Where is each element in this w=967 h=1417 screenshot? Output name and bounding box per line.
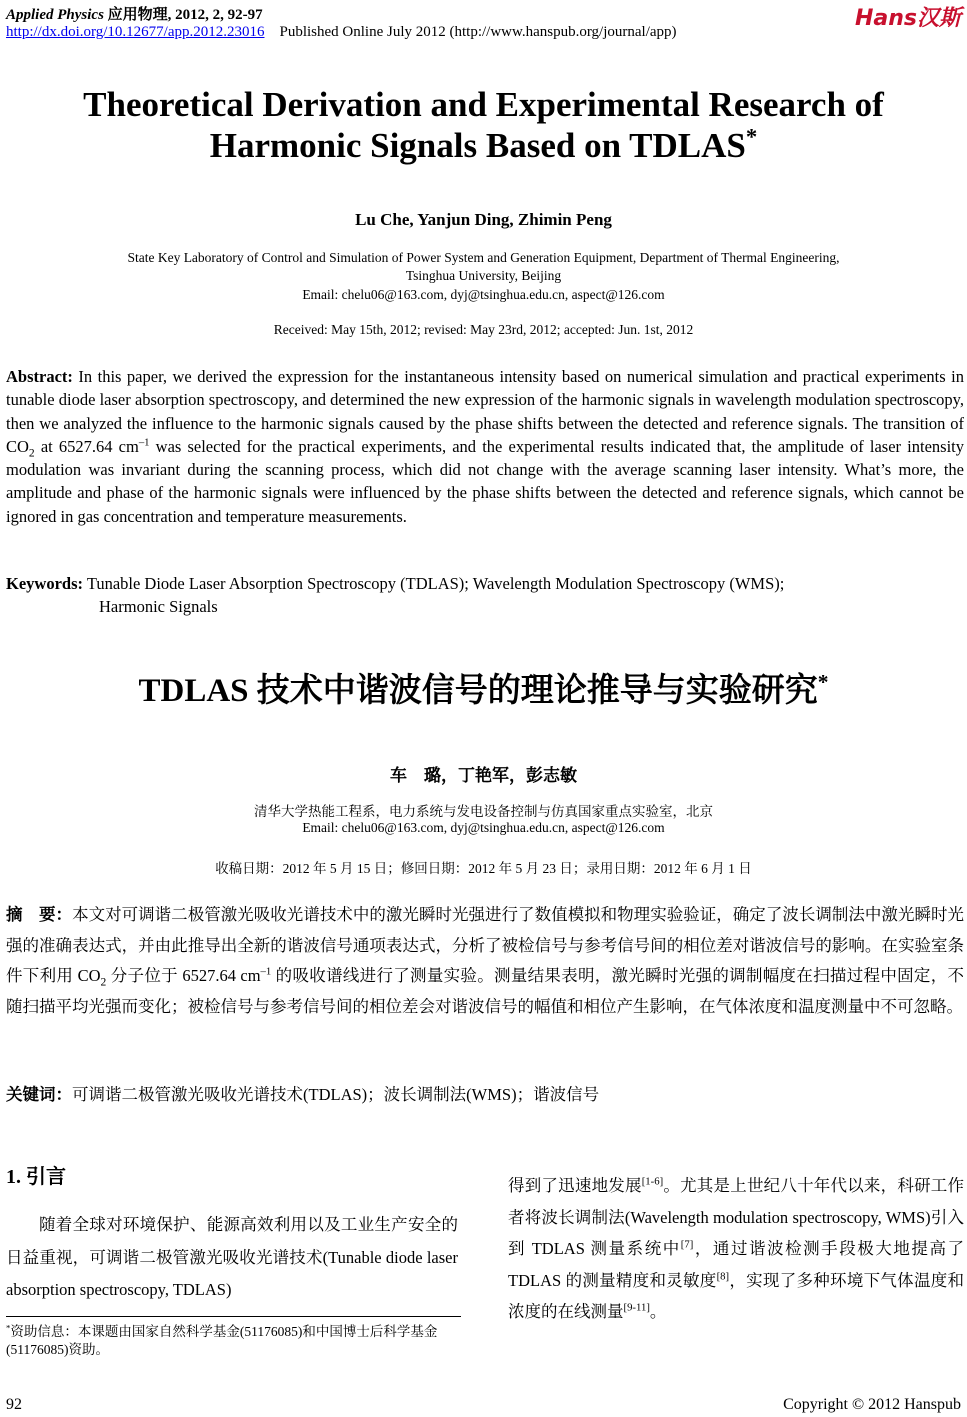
chinese-abstract-label: 摘 要：	[6, 905, 73, 924]
english-received-dates: Received: May 15th, 2012; revised: May 23rd, 2012; accepted: Jun. 1st, 2012	[273, 322, 694, 337]
chinese-received-dates: 收稿日期：2012 年 5 月 15 日；修回日期：2012 年 5 月 23 日；录用日期：2012 年 6 月 1 日	[215, 861, 752, 876]
chinese-abstract-subscript: 2	[100, 976, 107, 989]
chinese-keywords	[6, 1080, 964, 1111]
english-email: Email: chelu06@163.com, dyj@tsinghua.edu.cn, aspect@126.com	[302, 287, 665, 302]
journal-zh-info: 应用物理, 2012, 2, 92-97	[107, 7, 263, 23]
intro-right-column	[508, 1170, 964, 1328]
hans-logo: Hans汉斯	[854, 6, 961, 31]
chinese-abstract-text-1: 本文对可调谐二极管激光吸收光谱技术中的激光瞬时光强进行了数值模拟和物理实验验证，确定了波长调制法中激光瞬时光强的准确表达式，并由此推导出全新的谐波信号通项表达式，分析了被检信号与参考信号间的相位差对谐波信号的影响。在实验室条件下利用 CO	[6, 905, 965, 985]
chinese-title-mark: *	[817, 670, 829, 694]
abstract-text-1: In this paper, we derived the expression for the instantaneous intensity based on numerical simulation and practical experiments in tunable diode laser absorption spectroscopy, and determined the new expression of the harmonic signals in wavelength modulation spectroscopy, then we analyzed the influence to the harmonic signals caused by the phase shifts between the detected and reference signals. The transition of CO	[6, 367, 964, 456]
english-authors: Lu Che, Yanjun Ding, Zhimin Peng	[355, 210, 612, 229]
footnote-divider	[6, 1316, 461, 1317]
title-line-2-text: Harmonic Signals Based on TDLAS	[209, 126, 746, 165]
abstract-text-3: was selected for the practical experiments, and the experimental results indicated that, the amplitude of laser intensity modulation was invariant during the scanning process, which did not change with the average scanning laser intensity. What’s more, the amplitude and phase of the harmonic signals were influenced by the phase shifts between the detected and reference signals, which cannot be ignored in gas concentration and temperature measurements.	[6, 436, 964, 526]
footnote-text: 资助信息：本课题由国家自然科学基金(51176085)和中国博士后科学基金(51176085)资助。	[6, 1324, 438, 1357]
chinese-abstract-superscript: –1	[260, 965, 272, 978]
copyright-notice: Copyright © 2012 Hanspub	[783, 1396, 961, 1413]
footnote-mark: *	[6, 1322, 11, 1333]
chinese-affiliation: 清华大学热能工程系，电力系统与发电设备控制与仿真国家重点实验室，北京	[254, 804, 713, 819]
journal-citation	[6, 3, 263, 24]
abstract-superscript: –1	[138, 436, 150, 449]
title-line-2	[0, 125, 967, 166]
chinese-email: Email: chelu06@163.com, dyj@tsinghua.edu.cn, aspect@126.com	[302, 820, 665, 835]
english-affiliation-line-1: State Key Laboratory of Control and Simulation of Power System and Generation Equipment, Department of Thermal Engineering,	[127, 250, 840, 265]
keywords-label: Keywords:	[6, 574, 83, 593]
citation-ref: [9-11]	[623, 1301, 650, 1314]
citation-ref: [7]	[680, 1238, 694, 1251]
title-line-1: Theoretical Derivation and Experimental Research of	[83, 85, 884, 124]
chinese-keywords-text: 可调谐二极管激光吸收光谱技术(TDLAS)；波长调制法(WMS)；谐波信号	[72, 1085, 600, 1104]
title-footnote-mark: *	[745, 124, 758, 150]
english-abstract	[6, 365, 964, 528]
page-number: 92	[6, 1396, 22, 1413]
chinese-abstract-text-3: 的吸收谱线进行了测量实验。测量结果表明，激光瞬时光强的调制幅度在扫描过程中固定，不随扫描平均光强而变化；被检信号与参考信号间的相位差会对谐波信号的幅值和相位产生影响，在气体浓度和温度测量中不可忽略。	[6, 966, 965, 1016]
intro-text-1: 得到了迅速地发展	[508, 1176, 642, 1195]
chinese-abstract	[6, 900, 964, 1022]
chinese-title-text: TDLAS 技术中谐波信号的理论推导与实验研究	[138, 673, 818, 709]
chinese-abstract-text-2: 分子位于 6527.64 cm	[106, 966, 261, 985]
section-heading-introduction: 1. 引言	[6, 1166, 66, 1188]
published-info: Published Online July 2012 (http://www.hanspub.org/journal/app)	[279, 24, 677, 40]
abstract-subscript: 2	[28, 447, 35, 460]
intro-text-3: ，通过谐波检测手段极大地提高了 TDLAS 的测量精度和灵敏度	[508, 1239, 964, 1290]
citation-ref: [8]	[716, 1270, 730, 1283]
intro-text-2: 。尤其是上世纪八十年代以来，科研工作者将波长调制法(Wavelength modulation spectroscopy, WMS)引入到 TDLAS 测量系统中	[508, 1176, 965, 1259]
keywords-line-2: Harmonic Signals	[99, 597, 218, 616]
keywords-line-1: Tunable Diode Laser Absorption Spectroscopy (TDLAS); Wavelength Modulation Spectroscopy (WMS);	[86, 574, 785, 593]
chinese-authors: 车 璐，丁艳军，彭志敏	[390, 766, 577, 785]
abstract-label: Abstract:	[6, 367, 73, 386]
doi-line	[6, 24, 677, 41]
journal-name: Applied Physics	[6, 7, 104, 23]
english-affiliation-line-2: Tsinghua University, Beijing	[405, 268, 562, 283]
funding-footnote	[6, 1323, 458, 1359]
chinese-title	[0, 664, 967, 711]
chinese-keywords-label: 关键词：	[6, 1085, 72, 1104]
intro-left-column: 随着全球对环境保护、能源高效利用以及工业生产安全的日益重视，可调谐二极管激光吸收光谱技术(Tunable diode laser absorption spectroscopy, TDLAS)	[6, 1215, 458, 1299]
english-keywords	[6, 572, 964, 618]
doi-link[interactable]: http://dx.doi.org/10.12677/app.2012.23016	[6, 24, 265, 40]
english-title	[0, 84, 967, 166]
abstract-text-2: at 6527.64 cm	[34, 436, 139, 456]
intro-text-5: 。	[649, 1302, 667, 1322]
citation-ref: [1-6]	[641, 1175, 664, 1188]
intro-text-4: ，实现了多种环境下气体温度和浓度的在线测量	[508, 1270, 965, 1322]
